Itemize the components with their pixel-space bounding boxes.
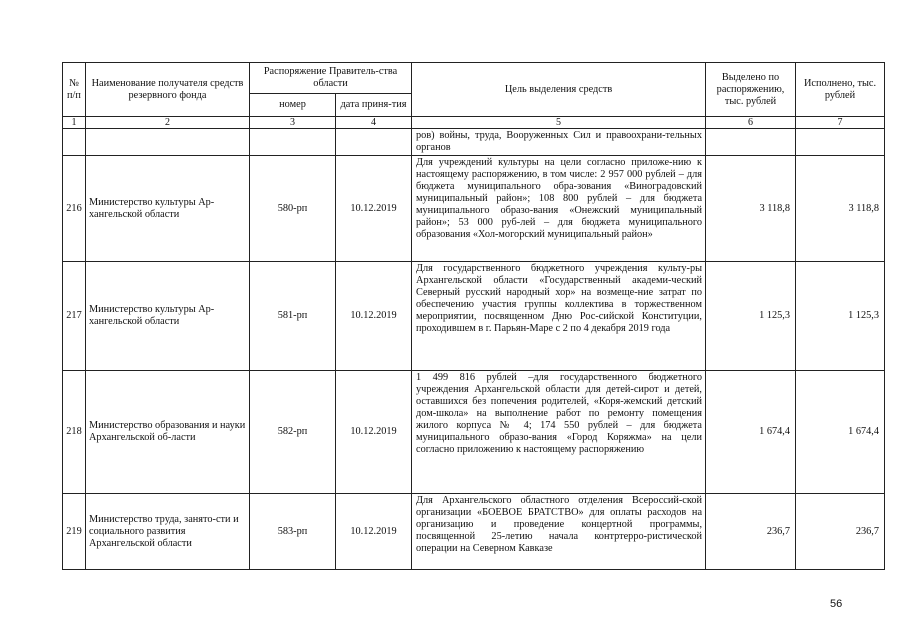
column-number: 3 [250,117,336,129]
row-number: 217 [63,262,86,371]
order-date-cell: 10.12.2019 [336,262,412,371]
allocated-cell: 1 125,3 [706,262,796,371]
page-number: 56 [830,598,843,610]
header-recipient: Наименование получателя средств резервного фонда [86,63,250,117]
table-row [63,156,885,262]
purpose-cell: ров) войны, труда, Вооруженных Сил и правоохрани-тельных органов [412,129,706,156]
row-number: 218 [63,371,86,494]
recipient-cell: Министерство труда, занято-сти и социального развития Архангельской области [86,494,250,570]
header-order: Распоряжение Правитель-ства области [250,63,412,94]
header-order-number: номер [250,94,336,117]
order-number-cell: 580-рп [250,156,336,262]
header-purpose: Цель выделения средств [412,63,706,117]
allocated-cell: 3 118,8 [706,156,796,262]
column-number: 7 [796,117,885,129]
column-number: 1 [63,117,86,129]
column-number: 4 [336,117,412,129]
table-row [63,494,885,570]
allocated-cell: 236,7 [706,494,796,570]
column-number-row [63,117,885,129]
row-number: 216 [63,156,86,262]
table-row [63,371,885,494]
recipient-cell: Министерство культуры Ар-хангельской области [86,262,250,371]
recipient-cell: Министерство культуры Ар-хангельской области [86,156,250,262]
executed-cell: 3 118,8 [796,156,885,262]
order-number-cell: 583-рп [250,494,336,570]
column-number: 6 [706,117,796,129]
executed-cell: 236,7 [796,494,885,570]
order-date-cell: 10.12.2019 [336,371,412,494]
table-row-continuation [63,129,885,156]
order-date-cell: 10.12.2019 [336,156,412,262]
column-number: 2 [86,117,250,129]
purpose-cell: Для государственного бюджетного учреждения культу-ры Архангельской области «Государственный академи-ческий Северный русский народный хор» на возмеще-ние затрат по обеспечению участия группы коллектива в торжественном мероприятии, посвященном Дню Рос-сийской Конституции, проходившем в г. Парьян-Маре с 2 по 4 декабря 2019 года [412,262,706,371]
header-allocated: Выделено по распоряжению, тыс. рублей [706,63,796,117]
order-date-cell: 10.12.2019 [336,494,412,570]
order-number-cell: 581-рп [250,262,336,371]
column-number: 5 [412,117,706,129]
reserve-fund-table [62,62,885,570]
order-number-cell: 582-рп [250,371,336,494]
purpose-cell: 1 499 816 рублей –для государственного бюджетного учреждения Архангельской области для детей-сирот и детей, оставшихся без попечения родителей, «Коря-жемский детский дом-школа» на выполнение работ по ремонту помещения жилого корпуса № 4; 174 550 рублей – для бюджета муниципального образо-вания «Город Коряжма» на цели согласно приложению к настоящему распоряжению [412,371,706,494]
purpose-cell: Для учреждений культуры на цели согласно приложе-нию к настоящему распоряжению, в том числе: 2 957 000 рублей – для бюджета муниципального обра-зования «Виноградовский муниципальный район»; 108 800 рублей – для бюджета муниципального образо-вания «Онежский муниципальный район»; 53 000 руб-лей – для бюджета муниципального образования «Хол-могорский муниципальный район» [412,156,706,262]
executed-cell: 1 125,3 [796,262,885,371]
header-executed: Исполнено, тыс. рублей [796,63,885,117]
allocated-cell: 1 674,4 [706,371,796,494]
table-row [63,262,885,371]
recipient-cell: Министерство образования и науки Архангельской об-ласти [86,371,250,494]
header-num: № п/п [63,63,86,117]
header-order-date: дата приня-тия [336,94,412,117]
purpose-cell: Для Архангельского областного отделения Всероссий-ской организации «БОЕВОЕ БРАТСТВО» для оплаты расходов на организацию и проведение концертной программы, посвященной 25-летию начала контртерро-ристической операции на Северном Кавказе [412,494,706,570]
executed-cell: 1 674,4 [796,371,885,494]
row-number: 219 [63,494,86,570]
